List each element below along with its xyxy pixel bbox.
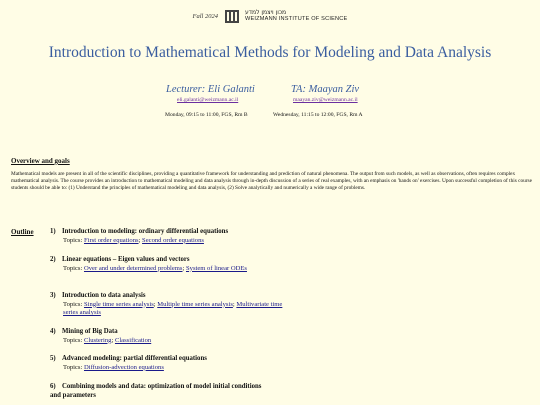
ta-email-link[interactable]: maayan.ziv@weizmann.ac.il (293, 97, 358, 103)
outline-item-title: 5) Advanced modeling: partial differential equations (50, 355, 207, 362)
topic-link[interactable]: Over and under determined problems (83, 264, 183, 272)
outline-item-3 (50, 292, 290, 318)
outline-item-title: 4) Mining of Big Data (50, 328, 118, 335)
overview-heading: Overview and goals (11, 157, 70, 165)
topic-link[interactable]: Clustering (83, 336, 112, 344)
institute-name-english: WEIZMANN INSTITUTE OF SCIENCE (245, 16, 348, 23)
overview-text: Mathematical models are present in all of the scientific disciplines, providing a quantitative framework for understanding and prediction of natural phenomena. The output from such models, as well as observations, often requires complex mathematical analysis. The course provides an introduction to mathematical modeling and data analysis through in-depth discussion of a series of real examples, with an emphasis on 'hands on' exercises. Upon successful completion of this course students should be able to: (1) Understand the principles of mathematical modeling and data analysis, (2) Solve analytically and numerically a wide range of problems. (11, 171, 532, 191)
topic-link[interactable]: Diffusion-advection equations (83, 363, 164, 371)
outline-item-5 (50, 355, 290, 372)
topic-link[interactable]: Multivariate time series analysis (63, 300, 283, 316)
outline-item-4 (50, 328, 290, 345)
topic-link[interactable]: System of linear ODEs (185, 264, 247, 272)
topic-link[interactable]: Single time series analysis (83, 300, 154, 308)
lecturer-name: Lecturer: Eli Galanti (166, 84, 255, 95)
outline-item-1 (50, 228, 290, 245)
ta-office-hours: Wednesday, 11:15 to 12:00, FGS, Rm A (273, 112, 363, 118)
lecturer-office-hours: Monday, 09:15 to 11:00, FGS, Rm B (165, 112, 248, 118)
topic-link[interactable]: Classification (114, 336, 152, 344)
ta-name: TA: Maayan Ziv (291, 84, 360, 95)
outline-heading: Outline (11, 228, 34, 236)
outline-item-topics: Topics: First order equations; Second order equations (63, 236, 204, 244)
institute-name-hebrew: מכון ויצמן למדע (245, 9, 287, 17)
topic-link[interactable]: First order equations (83, 236, 139, 244)
outline-item-title: 6) Combining models and data: optimization of model initial conditions and parameters (50, 383, 262, 399)
outline-item-topics: Topics: Diffusion-advection equations (63, 363, 164, 371)
weizmann-logo-icon (225, 10, 239, 23)
outline-item-topics: Topics: Clustering; Classification (63, 336, 152, 344)
topic-link[interactable]: Multiple time series analysis (157, 300, 233, 308)
institute-logo-text (245, 9, 347, 23)
outline-item-6 (50, 383, 265, 400)
outline-item-topics: Topics: Over and under determined problems; System of linear ODEs (63, 264, 247, 272)
outline-item-2 (50, 256, 272, 273)
outline-item-title: 1) Introduction to modeling: ordinary differential equations (50, 228, 229, 235)
lecturer-email-link[interactable]: eli.galanti@weizmann.ac.il (177, 97, 239, 103)
outline-item-title: 2) Linear equations – Eigen values and vectors (50, 256, 190, 263)
page-title: Introduction to Mathematical Methods for Modeling and Data Analysis (48, 44, 492, 61)
outline-item-topics: Topics: Single time series analysis; Multiple time series analysis; Multivariate time series analysis (63, 300, 283, 316)
header (0, 7, 540, 25)
topic-link[interactable]: Second order equations (142, 236, 204, 244)
outline-item-title: 3) Introduction to data analysis (50, 292, 146, 299)
semester-label: Fall 2024 (192, 12, 218, 20)
